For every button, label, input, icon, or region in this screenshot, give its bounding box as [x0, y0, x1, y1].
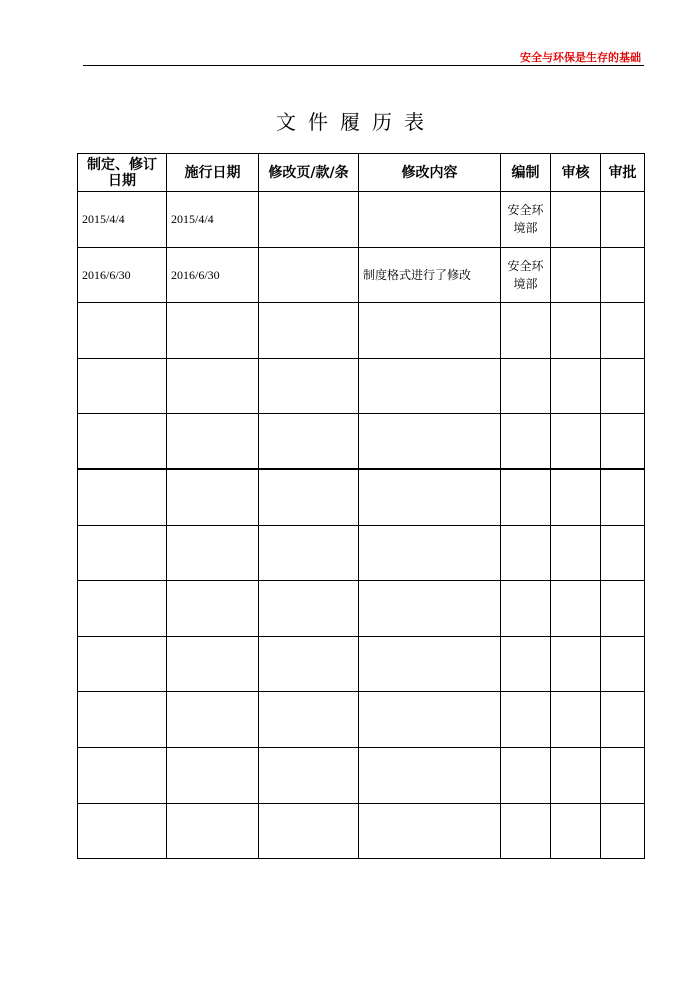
cell-approver: [601, 469, 645, 525]
cell-revision-date: [78, 358, 167, 414]
cell-approver: [601, 692, 645, 748]
column-header-effective-date: 施行日期: [167, 154, 259, 192]
table-row: [78, 581, 645, 637]
table-row: [78, 358, 645, 414]
cell-effective-date: [167, 525, 259, 581]
cell-approver: [601, 525, 645, 581]
cell-revision-date: [78, 803, 167, 859]
cell-modified-pages: [259, 803, 359, 859]
cell-approver: [601, 636, 645, 692]
cell-revision-date: [78, 414, 167, 470]
cell-revision-date: [78, 692, 167, 748]
cell-revision-date: 2015/4/4: [78, 192, 167, 248]
cell-effective-date: 2015/4/4: [167, 192, 259, 248]
cell-modified-pages: [259, 525, 359, 581]
cell-modified-pages: [259, 692, 359, 748]
cell-approver: [601, 192, 645, 248]
cell-modified-pages: [259, 581, 359, 637]
cell-author: [501, 747, 551, 803]
table-row: [78, 692, 645, 748]
cell-modification-content: [359, 525, 501, 581]
cell-approver: [601, 358, 645, 414]
cell-modified-pages: [259, 414, 359, 470]
cell-modified-pages: [259, 358, 359, 414]
cell-modified-pages: [259, 636, 359, 692]
cell-reviewer: [551, 469, 601, 525]
document-history-table: [77, 153, 645, 859]
cell-modification-content: 制度格式进行了修改: [359, 247, 501, 303]
table-body: [78, 192, 645, 859]
cell-modification-content: [359, 414, 501, 470]
cell-approver: [601, 414, 645, 470]
table-row: [78, 636, 645, 692]
header-slogan: 安全与环保是生存的基础: [520, 51, 641, 64]
cell-modified-pages: [259, 247, 359, 303]
column-header-reviewer: 审核: [551, 154, 601, 192]
cell-author: [501, 636, 551, 692]
column-header-modification-content: 修改内容: [359, 154, 501, 192]
cell-reviewer: [551, 636, 601, 692]
cell-effective-date: [167, 303, 259, 359]
table-header-row: [78, 154, 645, 192]
cell-revision-date: [78, 581, 167, 637]
cell-author: 安全环境部: [501, 192, 551, 248]
page-title: 文件履历表: [276, 110, 436, 134]
table-row: [78, 414, 645, 470]
cell-author: [501, 581, 551, 637]
cell-modification-content: [359, 636, 501, 692]
cell-reviewer: [551, 303, 601, 359]
cell-reviewer: [551, 525, 601, 581]
cell-reviewer: [551, 581, 601, 637]
cell-author: 安全环境部: [501, 247, 551, 303]
cell-effective-date: [167, 358, 259, 414]
cell-modification-content: [359, 581, 501, 637]
cell-effective-date: [167, 581, 259, 637]
cell-revision-date: [78, 636, 167, 692]
table-row: [78, 247, 645, 303]
cell-modified-pages: [259, 747, 359, 803]
table-row: [78, 469, 645, 525]
column-header-author: 编制: [501, 154, 551, 192]
cell-author: [501, 803, 551, 859]
cell-effective-date: [167, 636, 259, 692]
cell-modification-content: [359, 469, 501, 525]
table-row: [78, 192, 645, 248]
cell-modified-pages: [259, 192, 359, 248]
cell-reviewer: [551, 747, 601, 803]
cell-revision-date: [78, 525, 167, 581]
cell-modification-content: [359, 747, 501, 803]
cell-effective-date: [167, 803, 259, 859]
cell-author: [501, 525, 551, 581]
table-row: [78, 747, 645, 803]
cell-reviewer: [551, 358, 601, 414]
table-row: [78, 525, 645, 581]
cell-reviewer: [551, 247, 601, 303]
cell-modification-content: [359, 303, 501, 359]
table-row: [78, 303, 645, 359]
cell-author: [501, 692, 551, 748]
cell-author: [501, 469, 551, 525]
cell-reviewer: [551, 692, 601, 748]
cell-reviewer: [551, 803, 601, 859]
cell-approver: [601, 247, 645, 303]
column-header-approver: 审批: [601, 154, 645, 192]
cell-effective-date: [167, 747, 259, 803]
cell-modification-content: [359, 803, 501, 859]
cell-author: [501, 358, 551, 414]
table-row: [78, 803, 645, 859]
header-divider: [83, 65, 644, 66]
cell-modified-pages: [259, 469, 359, 525]
cell-approver: [601, 303, 645, 359]
cell-modification-content: [359, 192, 501, 248]
cell-approver: [601, 581, 645, 637]
cell-revision-date: [78, 747, 167, 803]
cell-effective-date: [167, 414, 259, 470]
cell-approver: [601, 747, 645, 803]
cell-reviewer: [551, 414, 601, 470]
cell-modified-pages: [259, 303, 359, 359]
cell-effective-date: 2016/6/30: [167, 247, 259, 303]
cell-effective-date: [167, 469, 259, 525]
cell-reviewer: [551, 192, 601, 248]
column-header-revision-date: 制定、修订日期: [78, 154, 167, 192]
cell-author: [501, 414, 551, 470]
cell-revision-date: 2016/6/30: [78, 247, 167, 303]
cell-effective-date: [167, 692, 259, 748]
cell-approver: [601, 803, 645, 859]
column-header-modified-pages: 修改页/款/条: [259, 154, 359, 192]
cell-modification-content: [359, 358, 501, 414]
cell-author: [501, 303, 551, 359]
cell-revision-date: [78, 469, 167, 525]
cell-modification-content: [359, 692, 501, 748]
cell-revision-date: [78, 303, 167, 359]
